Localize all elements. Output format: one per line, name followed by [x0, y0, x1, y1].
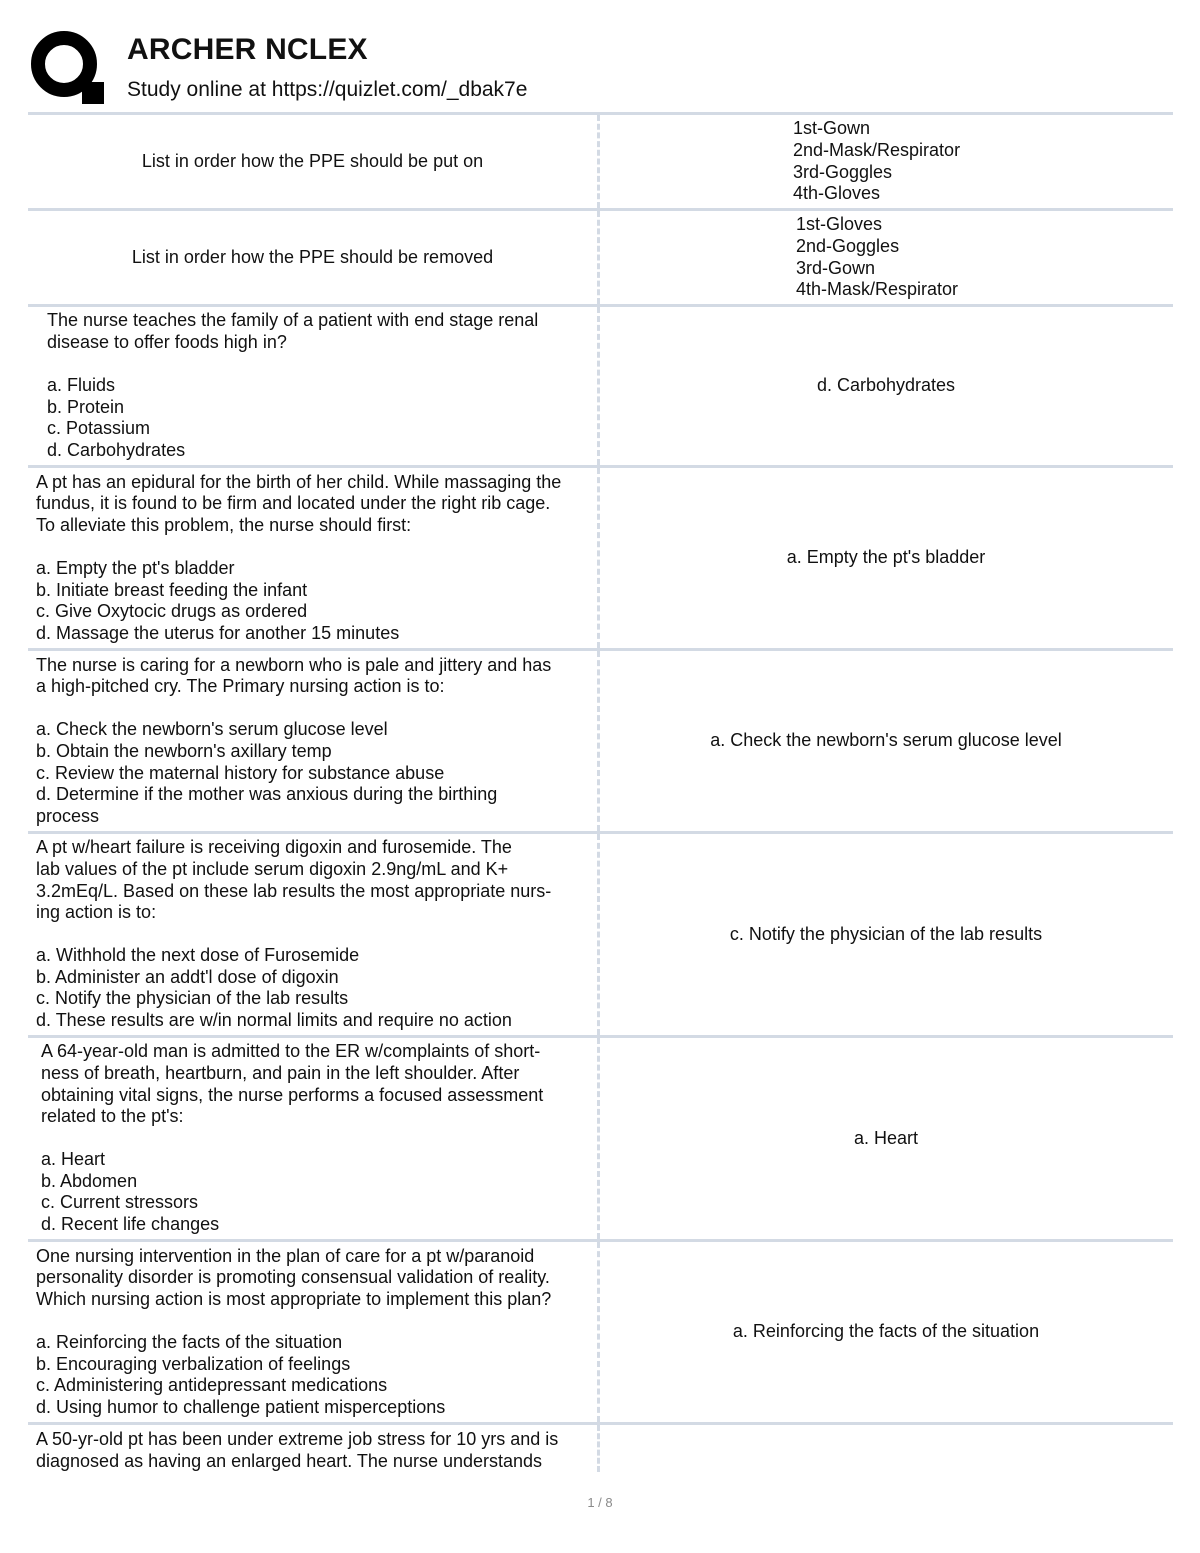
definition-text: a. Reinforcing the facts of the situation: [732, 1321, 1040, 1342]
term-text: A 64-year-old man is admitted to the ER w/complaints of short- ness of breath, heartburn, and pain in the left shoulder. After obtaining vital signs, the nurse performs a focused assessment related to the pt's: a. Heart b. Abdomen c. Current stressors d. Recent life changes: [41, 1041, 544, 1235]
flashcard-row: [28, 1035, 1173, 1239]
term-text: List in order how the PPE should be removed: [131, 246, 494, 267]
definition-cell: [600, 1242, 1172, 1422]
definition-text: a. Heart: [853, 1127, 919, 1148]
definition-text: a. Empty the pt's bladder: [786, 547, 986, 568]
flashcard-table: [28, 112, 1173, 1472]
term-cell: [28, 115, 600, 208]
term-cell: [28, 307, 600, 465]
flashcard-row: [28, 831, 1173, 1035]
term-text: The nurse is caring for a newborn who is pale and jittery and has a high-pitched cry. The Primary nursing action is to: a. Check the newborn's serum glucose level b. Obtain the newborn's axillary temp c. Review the maternal history for substance abuse d. Determine if the mother was anxious during the birthing process: [36, 654, 552, 826]
term-cell: [28, 468, 600, 648]
definition-cell: [600, 1425, 1172, 1472]
term-cell: [28, 1038, 600, 1239]
definition-cell: [600, 1038, 1172, 1239]
definition-cell: [600, 211, 1172, 304]
deck-title: ARCHER NCLEX: [127, 33, 368, 66]
flashcard-row: [28, 208, 1173, 304]
definition-text: 1st-Gloves 2nd-Goggles 3rd-Gown 4th-Mask/Respirator: [796, 214, 959, 300]
definition-text: a. Check the newborn's serum glucose level: [710, 730, 1062, 751]
term-text: The nurse teaches the family of a patient with end stage renal disease to offer foods high in? a. Fluids b. Protein c. Potassium d. Carbohydrates: [47, 310, 539, 460]
definition-text: 1st-Gown 2nd-Mask/Respirator 3rd-Goggles 4th-Gloves: [793, 118, 961, 204]
term-cell: [28, 834, 600, 1035]
flashcard-row: [28, 1422, 1173, 1472]
quizlet-logo-icon: [30, 30, 106, 106]
term-cell: [28, 651, 600, 831]
term-text: A 50-yr-old pt has been under extreme job stress for 10 yrs and is diagnosed as having an enlarged heart. The nurse understands: [36, 1429, 559, 1471]
term-cell: [28, 1242, 600, 1422]
term-text: List in order how the PPE should be put on: [141, 150, 484, 171]
definition-cell: [600, 115, 1172, 208]
flashcard-row: [28, 1239, 1173, 1422]
definition-cell: [600, 651, 1172, 831]
definition-cell: [600, 307, 1172, 465]
term-text: A pt has an epidural for the birth of her child. While massaging the fundus, it is found to be firm and located under the right rib cage. To alleviate this problem, the nurse should first: a. Empty the pt's bladder b. Initiate breast feeding the infant c. Give Oxytocic drugs as ordered d. Massage the uterus for another 15 minutes: [36, 471, 562, 643]
definition-text: c. Notify the physician of the lab results: [729, 923, 1043, 944]
term-cell: [28, 211, 600, 304]
definition-text: d. Carbohydrates: [816, 375, 956, 396]
term-cell: [28, 1425, 600, 1472]
definition-cell: [600, 834, 1172, 1035]
definition-cell: [600, 468, 1172, 648]
study-online-link[interactable]: Study online at https://quizlet.com/_dbak7e: [127, 78, 528, 101]
flashcard-row: [28, 112, 1173, 208]
flashcard-row: [28, 465, 1173, 648]
flashcard-row: [28, 304, 1173, 465]
page-header: [0, 0, 1200, 112]
term-text: One nursing intervention in the plan of care for a pt w/paranoid personality disorder is promoting consensual validation of reality. Which nursing action is most appropriate to implement this plan? a. Reinforcing the facts of the situation b. Encouraging verbalization of feelings c. Administering antidepressant medications d. Using humor to challenge patient misperceptions: [36, 1245, 552, 1417]
term-text: A pt w/heart failure is receiving digoxin and furosemide. The lab values of the pt include serum digoxin 2.9ng/mL and K+ 3.2mEq/L. Based on these lab results the most appropriate nurs- ing action is to: a. Withhold the next dose of Furosemide b. Administer an addt'l dose of digoxin c. Notify the physician of the lab results d. These results are w/in normal limits and require no action: [36, 837, 552, 1031]
page-number: 1 / 8: [587, 1495, 613, 1510]
flashcard-row: [28, 648, 1173, 831]
